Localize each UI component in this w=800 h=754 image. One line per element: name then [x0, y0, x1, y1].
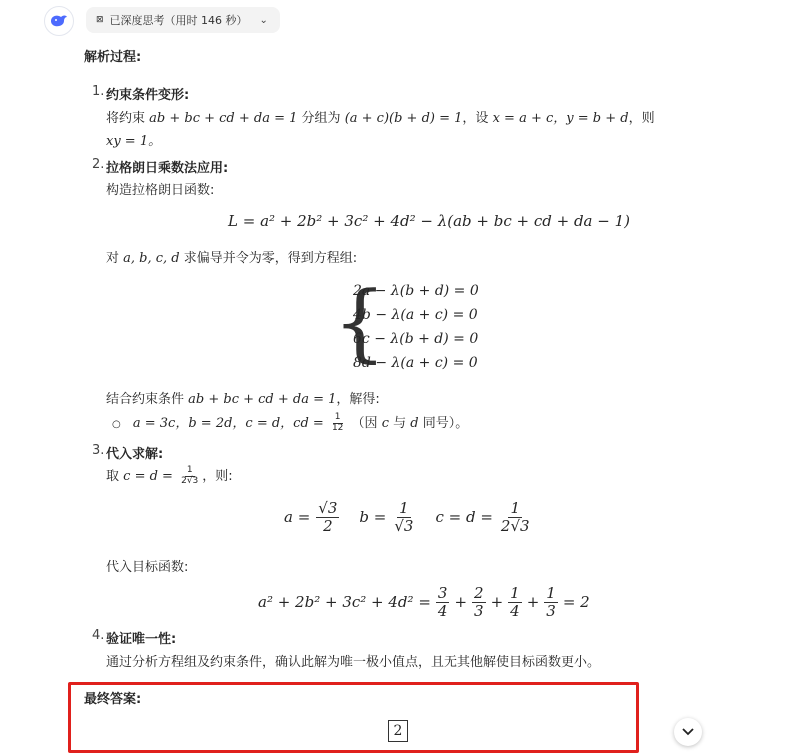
item-title: 约束条件变形:: [106, 88, 190, 103]
partial-intro: 对 a, b, c, d 求偏导并令为零，得到方程组:: [106, 251, 358, 266]
item-number: 1.: [92, 84, 105, 99]
item-title: 验证唯一性:: [106, 632, 177, 647]
item-title: 代入求解:: [106, 447, 164, 462]
system-equation: 2a − λ(b + d) = 0: [353, 283, 479, 299]
system-equation: 6c − λ(b + d) = 0: [353, 331, 479, 347]
answer-highlight: [68, 682, 639, 753]
thinking-icon: ⊠: [96, 15, 104, 25]
section-title: 解析过程:: [84, 50, 142, 65]
solution-values: a = $\frac{√3}{2}$ b = $\frac{1}{√3}$ c = d = $\frac{1}{2√3}$: [284, 499, 530, 535]
step1-line1: 将约束 ab + bc + cd + da = 1 分组为 (a + c)(b + d) = 1，设 x = a + c，y = b + d，则: [106, 111, 655, 126]
deepseek-avatar: [44, 6, 74, 36]
take-line: 取 c = d = $\frac{1}{2√3}$ ，则:: [106, 465, 233, 486]
combine-line: 结合约束条件 ab + bc + cd + da = 1，解得:: [106, 392, 380, 407]
chevron-down-icon: [682, 728, 694, 736]
system-brace: {: [333, 273, 387, 371]
bullet-icon: ○: [112, 419, 121, 430]
lagrangian-equation: L = a² + 2b² + 3c² + 4d² − λ(ab + bc + cd + da − 1): [228, 212, 630, 230]
lagrangian-intro: 构造拉格朗日函数:: [106, 183, 215, 198]
target-result: a² + 2b² + 3c² + 4d² = $\frac{3}{4}$ + $\frac{2}{3}$ + $\frac{1}{4}$ + $\frac{1}{3}$ = 2: [258, 584, 590, 620]
item-number: 4.: [92, 628, 105, 643]
item-number: 2.: [92, 157, 105, 172]
step1-line2: xy = 1。: [106, 134, 162, 149]
final-answer-label: 最终答案:: [84, 692, 142, 707]
uniqueness-text: 通过分析方程组及约束条件，确认此解为唯一极小值点，且无其他解使目标函数更小。: [106, 655, 601, 670]
substitute-intro: 代入目标函数:: [106, 560, 189, 575]
system-equation: 4b − λ(a + c) = 0: [353, 307, 478, 323]
chevron-down-icon: ⌄: [259, 14, 268, 26]
thinking-label: 已深度思考（用时 146 秒）: [109, 14, 248, 27]
item-number: 3.: [92, 443, 105, 458]
system-equation: 8d − λ(a + c) = 0: [353, 355, 478, 371]
final-answer-value: 2: [388, 720, 408, 742]
thinking-toggle[interactable]: [86, 7, 280, 33]
item-title: 拉格朗日乘数法应用:: [106, 161, 229, 176]
solution-line: ○ a = 3c，b = 2d，c = d，cd = $\frac{1}{12}$ （因 c 与 d 同号）。: [112, 412, 469, 433]
scroll-down-button[interactable]: [674, 718, 702, 746]
whale-logo-icon: [49, 13, 69, 29]
